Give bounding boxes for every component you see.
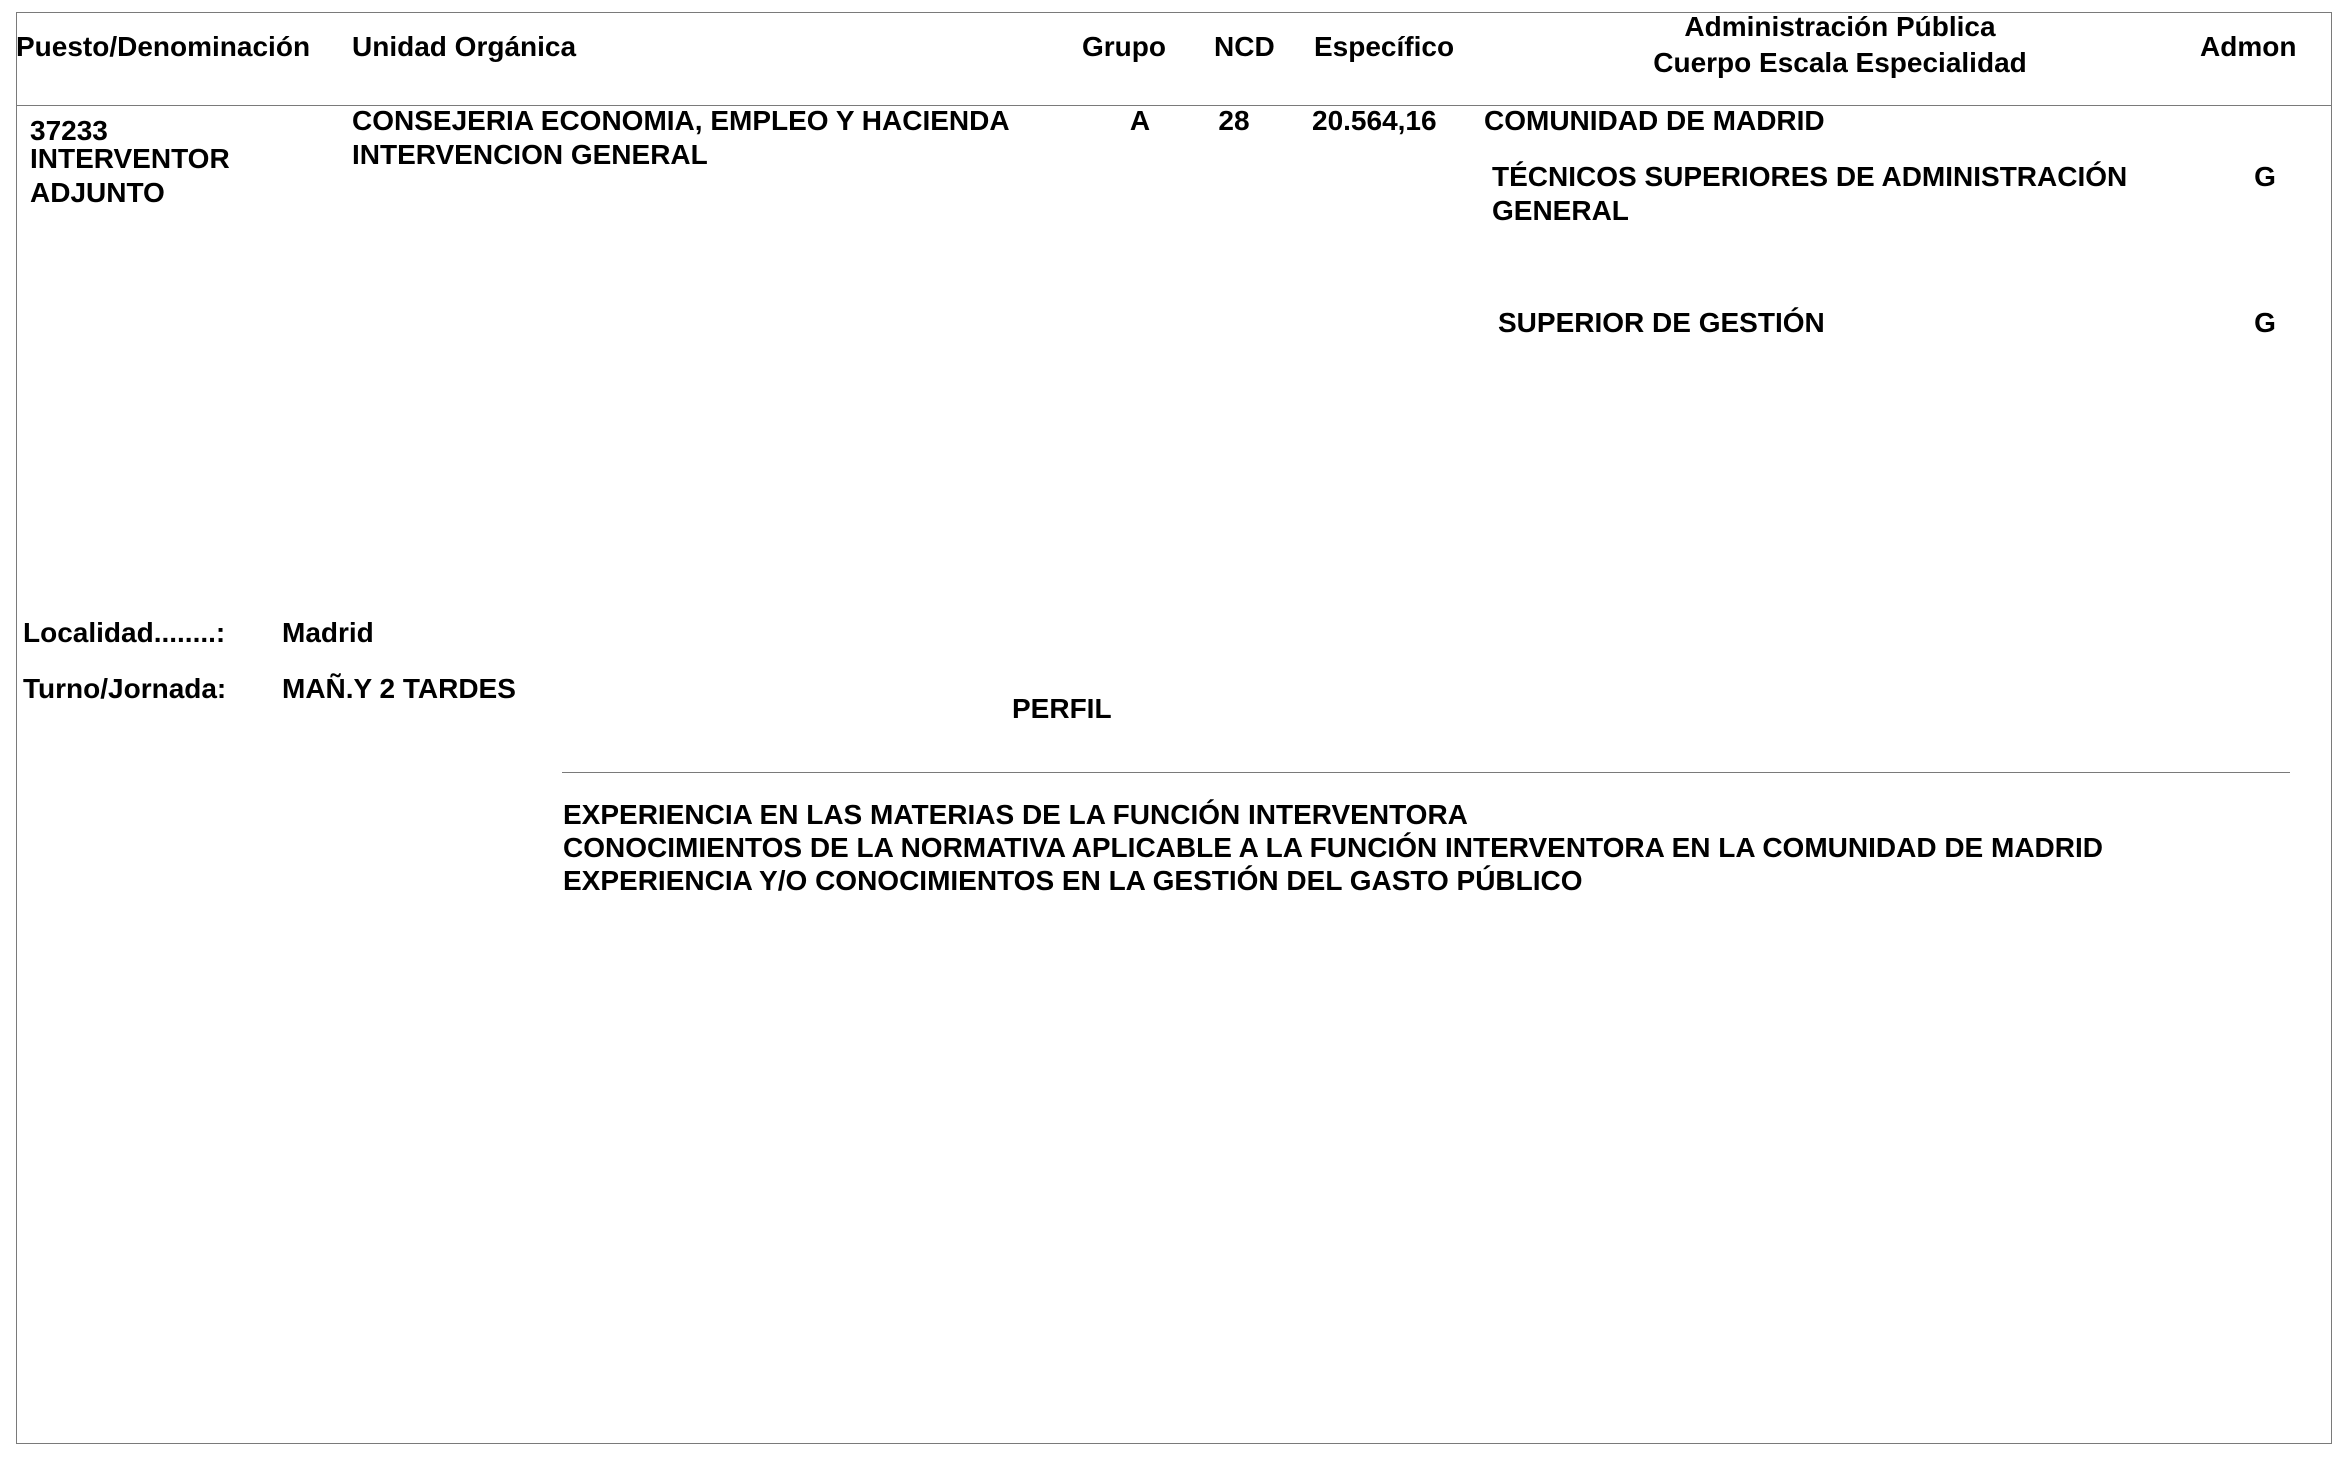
administracion-value: COMUNIDAD DE MADRID: [1484, 105, 1825, 136]
puesto-name-line2: ADJUNTO: [30, 177, 165, 208]
grupo-value: A: [1129, 105, 1151, 136]
header-cuerpo-escala: Cuerpo Escala Especialidad: [1653, 47, 2027, 78]
turno-value: MAÑ.Y 2 TARDES: [282, 673, 516, 704]
cuerpo-2-admon: G: [2254, 307, 2276, 338]
cuerpo-1-line1: TÉCNICOS SUPERIORES DE ADMINISTRACIÓN: [1492, 161, 2128, 192]
cuerpo-2-line1: SUPERIOR DE GESTIÓN: [1498, 307, 1825, 338]
header-administracion: Administración Pública: [1684, 11, 1996, 42]
header-grupo: Grupo: [1082, 31, 1166, 62]
header-admon: Admon: [2200, 31, 2297, 62]
document-frame: [16, 12, 2332, 1444]
perfil-line-1: EXPERIENCIA EN LAS MATERIAS DE LA FUNCIÓN INTERVENTORA: [563, 799, 1468, 830]
header-puesto: Puesto/Denominación: [16, 31, 311, 62]
unidad-line2: INTERVENCION GENERAL: [352, 139, 708, 170]
perfil-line-3: EXPERIENCIA Y/O CONOCIMIENTOS EN LA GESTIÓN DEL GASTO PÚBLICO: [563, 865, 1583, 896]
perfil-divider: [562, 772, 2290, 773]
especifico-value: 20.564,16: [1312, 105, 1437, 136]
localidad-label: Localidad........:: [23, 617, 226, 648]
ncd-value: 28: [1218, 105, 1250, 136]
header-ncd: NCD: [1214, 31, 1275, 62]
puesto-code: 37233: [30, 115, 108, 146]
turno-label: Turno/Jornada:: [23, 673, 227, 704]
header-unidad: Unidad Orgánica: [352, 31, 577, 62]
puesto-name-line1: INTERVENTOR: [30, 143, 230, 174]
perfil-line-2: CONOCIMIENTOS DE LA NORMATIVA APLICABLE A LA FUNCIÓN INTERVENTORA EN LA COMUNIDAD DE MADRID: [563, 832, 2103, 863]
localidad-value: Madrid: [282, 617, 374, 648]
cuerpo-1-admon: G: [2254, 161, 2276, 192]
cuerpo-1-line2: GENERAL: [1492, 195, 1629, 226]
perfil-title: PERFIL: [1012, 693, 1112, 724]
unidad-line1: CONSEJERIA ECONOMIA, EMPLEO Y HACIENDA: [352, 105, 1010, 136]
header-especifico: Específico: [1314, 31, 1455, 62]
